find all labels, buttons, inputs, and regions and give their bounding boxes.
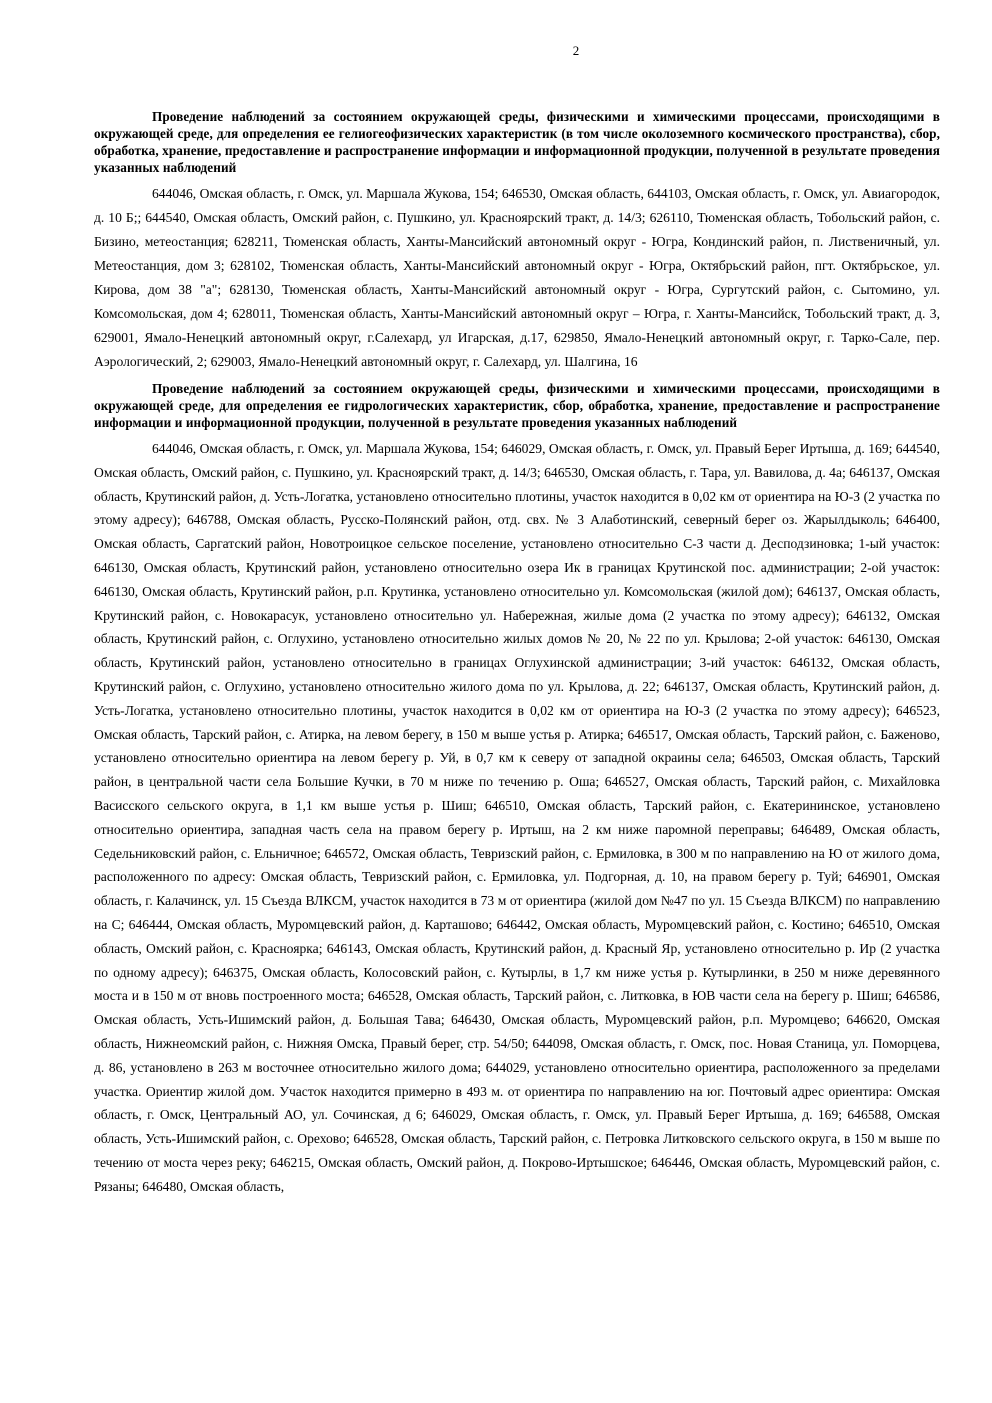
section-address-list: 644046, Омская область, г. Омск, ул. Маршала Жукова, 154; 646029, Омская область, г. Омск, ул. Правый Берег Иртыша, д. 169; 644540, Омская область, Омский район, с. Пушкино, ул. Красноярский тракт, д. 14/3; 646530, Омская область, г. Тара, ул. Вавилова, д. 4а; 646137, Омская область, Крутинский район, д. Усть-Логатка, установлено относительно плотины, участок находится в 0,02 км от ориентира на Ю-З (2 участка по этому адресу); 646788, Омская область, Русско-Полянский район, отд. свх. № 3 Алаботинский, северный берег оз. Жарылдыколь; 646400, Омская область, Саргатский район, Новотроицкое сельское поселение, установлено относительно С-З части д. Десподзиновка; 1-ый участок: 646130, Омская область, Крутинский район, установлено относительно озера Ик в границах Крутинской пос. администрации; 2-ой участок: 646130, Омская область, Крутинский район, р.п. Крутинка, установлено относительно ул. Комсомольская (жилой дом); 646137, Омская область, Крутинский район, с. Новокарасук, установлено относительно ул. Набережная, жилые дома (2 участка по этому адресу); 646132, Омская область, Крутинский район, с. Оглухино, установлено относительно жилых домов № 20, № 22 по ул. Крылова; 2-ой участок: 646130, Омская область, Крутинский район, установлено относительно в границах Оглухинской администрации; 3-ий участок: 646132, Омская область, Крутинский район, с. Оглухино, установлено относительно жилого дома по ул. Крылова, д. 22; 646137, Омская область, Крутинский район, д. Усть-Логатка, установлено относительно плотины, участок находится в 0,02 км от ориентира на Ю-З (2 участка по этому адресу); 646523, Омская область, Тарский район, с. Атирка, на левом берегу, в 150 м выше устья р. Атирка; 646517, Омская область, Тарский район, с. Баженово, установлено относительно ориентира на левом берегу р. Уй, в 0,7 км к северу от западной окраины села; 646503, Омская область, Тарский район, в центральной части села Большие Кучки, в 70 м ниже по течению р. Оша; 646527, Омская область, Тарский район, с. Михайловка Васисского сельского округа, в 1,1 км выше устья р. Шиш; 646510, Омская область, Тарский район, с. Екатерининское, установлено относительно ориентира, западная часть села на правом берегу р. Иртыш, на 2 км ниже паромной переправы; 646489, Омская область, Седельниковский район, с. Ельничное; 646572, Омская область, Тевризский район, с. Ермиловка, в 300 м по направлению на Ю от жилого дома, расположенного по адресу: Омская область, Тевризский район, с. Ермиловка, ул. Подгорная, д. 10, на правом берегу р. Туй; 646901, Омская область, г. Калачинск, ул. 15 Съезда ВЛКСМ, участок находится в 73 м от ориентира (жилой дом №47 по ул. 15 Съезда ВЛКСМ) по направлению на С; 646444, Омская область, Муромцевский район, д. Карташово; 646442, Омская область, Муромцевский район, с. Костино; 646510, Омская область, Омский район, с. Красноярка; 646143, Омская область, Крутинский район, д. Красный Яр, установлено относительно р. Ир (2 участка по одному адресу); 646375, Омская область, Колосовский район, с. Кутырлы, в 1,7 км ниже устья р. Кутырлинки, в 250 м ниже деревянного моста и в 150 м от вновь построенного моста; 646528, Омская область, Тарский район, с. Литковка, в ЮВ части села на берегу р. Шиш; 646586, Омская область, Усть-Ишимский район, д. Большая Тава; 646430, Омская область, Муромцевский район, р.п. Муромцево; 646620, Омская область, Нижнеомский район, с. Нижняя Омска, Правый берег, стр. 54/50; 644098, Омская область, г. Омск, пос. Новая Станица, ул. Поморцева, д. 86, установлено в 263 м восточнее относительно жилого дома; 644029, установлено относительно ориентира, расположенного за пределами участка. Ориентир жилой дом. Участок находится примерно в 493 м. от ориентира по направлению на юг. Почтовый адрес ориентира: Омская область, г. Омск, Центральный АО, ул. Сочинская, д 6; 646029, Омская область, г. Омск, ул. Правый Берег Иртыша, д. 169; 646588, Омская область, Усть-Ишимский район, с. Орехово; 646528, Омская область, Тарский район, с. Петровка Литковского сельского округа, в 150 м выше по течению от моста через реку; 646215, Омская область, Омский район, д. Покрово-Иртышское; 646446, Омская область, Муромцевский район, с. Рязаны; 646480, Омская область, xyxy=(94,441,940,1194)
section-heading: Проведение наблюдений за состоянием окружающей среды, физическими и химическими процессами, происходящими в окружающей среде, для определения ее гелиогеофизических характеристик (в том числе околоземного космического пространства), сбор, обработка, хранение, предоставление и распространение информации и информационной продукции, полученной в результате проведения указанных наблюдений xyxy=(94,109,940,175)
page-number: 2 xyxy=(572,43,580,58)
document-body xyxy=(94,108,940,1199)
section-heading: Проведение наблюдений за состоянием окружающей среды, физическими и химическими процессами, происходящими в окружающей среде, для определения ее гидрологических характеристик, сбор, обработка, хранение, предоставление и распространение информации и информационной продукции, полученной в результате проведения указанных наблюдений xyxy=(94,381,940,430)
section-hydrological xyxy=(94,380,940,1199)
section-address-list: 644046, Омская область, г. Омск, ул. Маршала Жукова, 154; 646530, Омская область, 644103, Омская область, г. Омск, ул. Авиагородок, д. 10 Б;; 644540, Омская область, Омский район, с. Пушкино, ул. Красноярский тракт, д. 14/3; 626110, Тюменская область, Тобольский район, с. Бизино, метеостанция; 628211, Тюменская область, Ханты-Мансийский автономный округ - Югра, Кондинский район, п. Лиственичный, ул. Метеостанция, дом 3; 628102, Тюменская область, Ханты-Мансийский автономный округ - Югра, Октябрьский район, пгт. Октябрьское, ул. Кирова, дом 38 "а"; 628130, Тюменская область, Ханты-Мансийский автономный округ - Югра, Сургутский район, с. Сытомино, ул. Комсомольская, дом 4; 628011, Тюменская область, Ханты-Мансийский автономный округ – Югра, г. Ханты-Мансийск, Тобольский тракт, д. 3, 629001, Ямало-Ненецкий автономный округ, г.Салехард, ул Игарская, д.17, 629850, Ямало-Ненецкий автономный округ, г. Тарко-Сале, пер. Аэрологический, 2; 629003, Ямало-Ненецкий автономный округ, г. Салехард, ул. Шалгина, 16 xyxy=(94,186,940,369)
section-heliogeophysical xyxy=(94,108,940,374)
